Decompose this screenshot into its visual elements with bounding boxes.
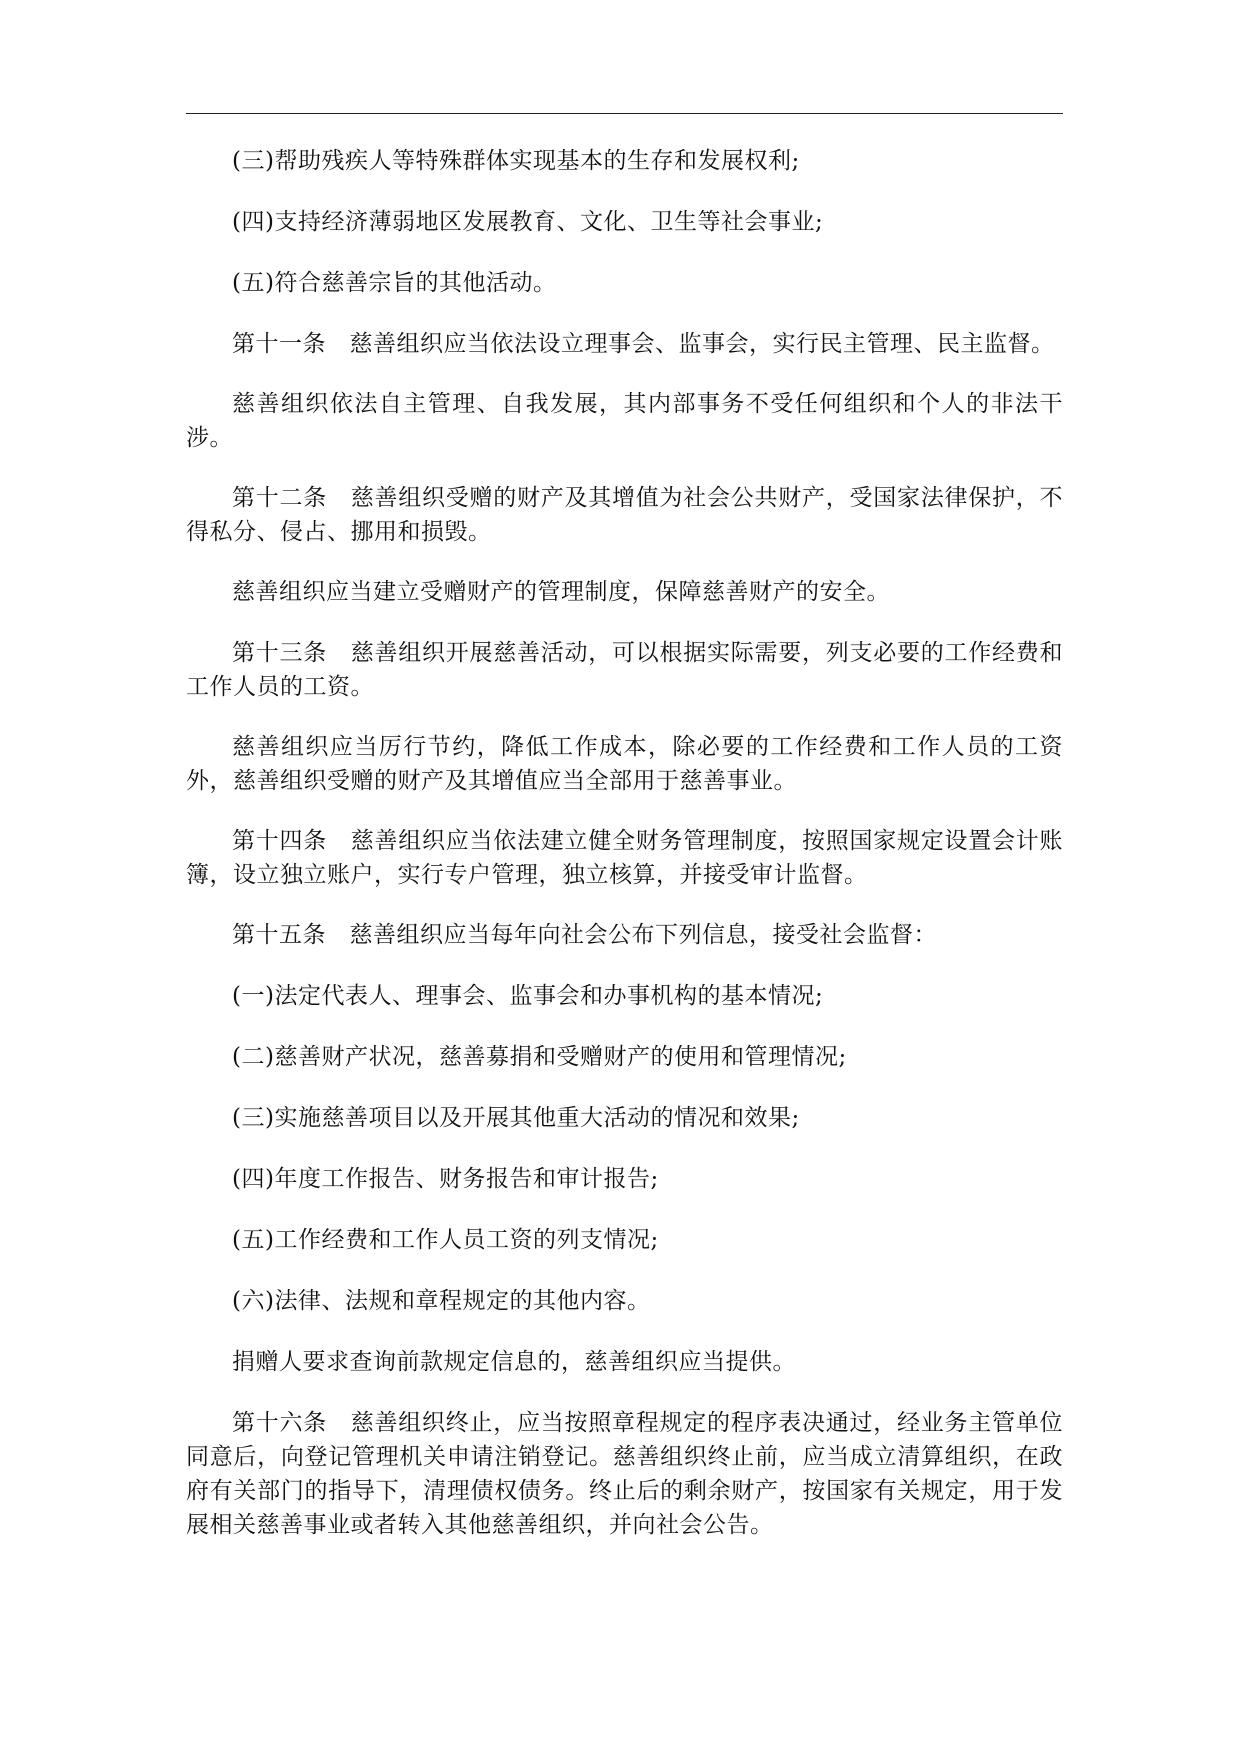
paragraph-article-15-item-5: (五)工作经费和工作人员工资的列支情况; <box>232 1227 659 1253</box>
paragraph-article-14: 第十四条 慈善组织应当依法建立健全财务管理制度，按照国家规定设置会计账簿，设立独立账户，实行专户管理，独立核算，并接受审计监督。 <box>186 828 1063 888</box>
paragraph-article-11: 第十一条 慈善组织应当依法设立理事会、监事会，实行民主管理、民主监督。 <box>232 331 1055 357</box>
paragraph-article-13-clause-2: 慈善组织应当厉行节约，降低工作成本，除必要的工作经费和工作人员的工资外，慈善组织受赠的财产及其增值应当全部用于慈善事业。 <box>186 734 1063 794</box>
paragraph-article-15: 第十五条 慈善组织应当每年向社会公布下列信息，接受社会监督： <box>232 922 937 948</box>
paragraph-item-3: (三)帮助残疾人等特殊群体实现基本的生存和发展权利; <box>232 148 800 174</box>
document-body <box>186 144 1063 1568</box>
paragraph-article-15-item-2: (二)慈善财产状况，慈善募捐和受赠财产的使用和管理情况; <box>232 1044 847 1070</box>
paragraph-article-12-clause-2: 慈善组织应当建立受赠财产的管理制度，保障慈善财产的安全。 <box>232 579 890 605</box>
paragraph-article-12: 第十二条 慈善组织受赠的财产及其增值为社会公共财产，受国家法律保护，不得私分、侵占、挪用和损毁。 <box>186 485 1063 545</box>
paragraph-article-16: 第十六条 慈善组织终止，应当按照章程规定的程序表决通过，经业务主管单位同意后，向登记管理机关申请注销登记。慈善组织终止前，应当成立清算组织，在政府有关部门的指导下，清理债权债务。终止后的剩余财产，按国家有关规定，用于发展相关慈善事业或者转入其他慈善组织，并向社会公告。 <box>186 1410 1063 1538</box>
paragraph-item-4: (四)支持经济薄弱地区发展教育、文化、卫生等社会事业; <box>232 209 824 235</box>
paragraph-article-15-clause-2: 捐赠人要求查询前款规定信息的，慈善组织应当提供。 <box>232 1349 796 1375</box>
paragraph-item-5: (五)符合慈善宗旨的其他活动。 <box>232 270 557 296</box>
paragraph-article-15-item-6: (六)法律、法规和章程规定的其他内容。 <box>232 1288 651 1314</box>
paragraph-article-13: 第十三条 慈善组织开展慈善活动，可以根据实际需要，列支必要的工作经费和工作人员的工资。 <box>186 640 1063 700</box>
paragraph-article-15-item-1: (一)法定代表人、理事会、监事会和办事机构的基本情况; <box>232 983 824 1009</box>
paragraph-article-15-item-3: (三)实施慈善项目以及开展其他重大活动的情况和效果; <box>232 1105 800 1131</box>
header-rule <box>186 113 1063 114</box>
paragraph-article-15-item-4: (四)年度工作报告、财务报告和审计报告; <box>232 1166 659 1192</box>
paragraph-article-11-clause-2: 慈善组织依法自主管理、自我发展，其内部事务不受任何组织和个人的非法干涉。 <box>186 391 1063 451</box>
